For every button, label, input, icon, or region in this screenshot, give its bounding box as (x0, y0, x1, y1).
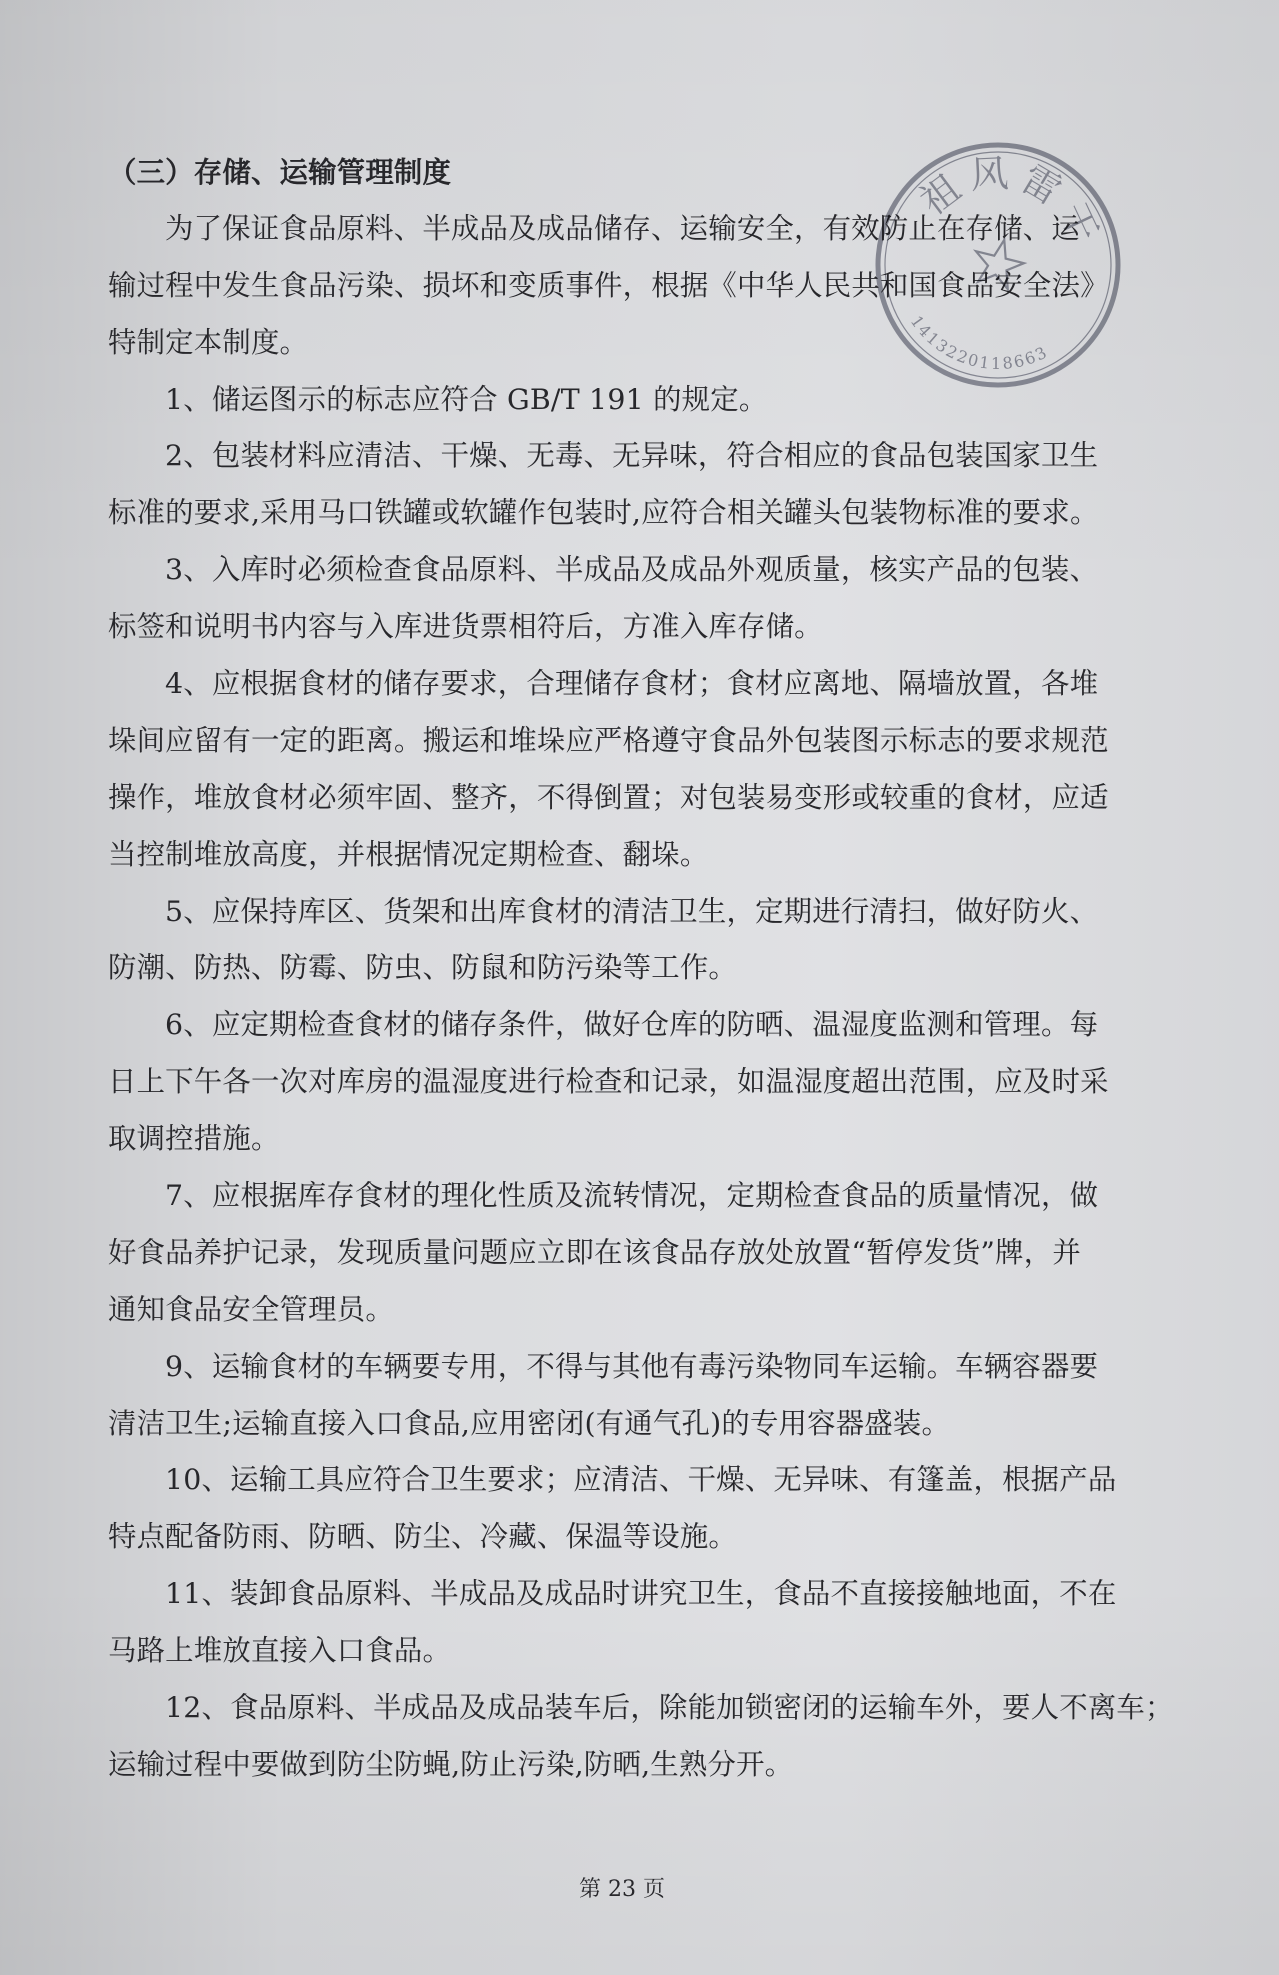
seal-number-path: 1413220118663 (906, 311, 1052, 374)
paragraph-line: 运输过程中要做到防尘防蝇,防止污染,防晒,生熟分开。 (108, 1747, 794, 1781)
paragraph-line: 12、食品原料、半成品及成品装车后，除能加锁密闭的运输车外，要人不离车； (165, 1691, 1174, 1725)
paragraph-line: 防潮、防热、防霉、防虫、防鼠和防污染等工作。 (108, 951, 737, 985)
paragraph-line: 好食品养护记录，发现质量问题应立即在该食品存放处放置“暂停发货”牌，并 (108, 1235, 1081, 1269)
paragraph-line: 标准的要求,采用马口铁罐或软罐作包装时,应符合相关罐头包装物标准的要求。 (108, 496, 1099, 530)
paragraph-line: 标签和说明书内容与入库进货票相符后，方准入库存储。 (108, 610, 823, 644)
clause-9 (108, 1339, 1188, 1453)
official-seal-stamp (868, 135, 1128, 395)
clause-7 (108, 1168, 1188, 1339)
section-heading: （三）存储、运输管理制度 (108, 155, 452, 189)
paragraph-line: 9、运输食材的车辆要专用，不得与其他有毒污染物同车运输。车辆容器要 (165, 1349, 1099, 1383)
seal-arc-text-path: 祖风雷干 (911, 150, 1111, 257)
clause-11 (108, 1566, 1188, 1680)
paragraph-line: 2、包装材料应清洁、干燥、无毒、无异味，符合相应的食品包装国家卫生 (165, 439, 1099, 473)
paragraph-line: 输过程中发生食品污染、损坏和变质事件，根据《中华人民共和国食品安全法》 (108, 268, 1109, 302)
paragraph-line: 3、入库时必须检查食品原料、半成品及成品外观质量，核实产品的包装、 (165, 553, 1099, 587)
paragraph-line: 操作，堆放食材必须牢固、整齐，不得倒置；对包装易变形或较重的食材，应适 (108, 780, 1109, 814)
paragraph-line: 1、储运图示的标志应符合 GB/T 191 的规定。 (165, 382, 768, 416)
paragraph-line: 垛间应留有一定的距离。搬运和堆垛应严格遵守食品外包装图示标志的要求规范 (108, 723, 1109, 757)
paragraph-line: 特制定本制度。 (108, 325, 309, 359)
clause-2 (108, 428, 1188, 542)
star-icon (969, 234, 1028, 292)
paragraph-line: 为了保证食品原料、半成品及成品储存、运输安全，有效防止在存储、运 (165, 211, 1080, 245)
paragraph-line: 5、应保持库区、货架和出库食材的清洁卫生，定期进行清扫，做好防火、 (165, 894, 1099, 928)
clause-3 (108, 542, 1188, 656)
paragraph-line: 4、应根据食材的储存要求，合理储存食材；食材应离地、隔墙放置，各堆 (165, 667, 1099, 701)
seal-arc-text (905, 135, 1125, 265)
paragraph-line: 当控制堆放高度，并根据情况定期检查、翻垛。 (108, 837, 709, 871)
clause-6 (108, 997, 1188, 1168)
clause-12 (108, 1680, 1188, 1794)
paragraph-line: 10、运输工具应符合卫生要求；应清洁、干燥、无异味、有篷盖，根据产品 (165, 1463, 1117, 1497)
clause-10 (108, 1452, 1188, 1566)
paragraph-line: 特点配备防雨、防晒、防尘、冷藏、保温等设施。 (108, 1520, 737, 1554)
paragraph-line: 马路上堆放直接入口食品。 (108, 1634, 452, 1668)
paragraph-line: 6、应定期检查食材的储存条件，做好仓库的防晒、温湿度监测和管理。每 (165, 1008, 1099, 1042)
paragraph-line: 日上下午各一次对库房的温湿度进行检查和记录，如温湿度超出范围，应及时采 (108, 1065, 1109, 1099)
paragraph-line: 取调控措施。 (108, 1122, 280, 1156)
paragraph-line: 7、应根据库存食材的理化性质及流转情况，定期检查食品的质量情况，做 (165, 1179, 1099, 1213)
paragraph-line: 11、装卸食品原料、半成品及成品时讲究卫生，食品不直接接触地面，不在 (165, 1577, 1117, 1611)
clause-5 (108, 884, 1188, 998)
clause-4 (108, 656, 1188, 884)
page-number: 第 23 页 (579, 1877, 665, 1902)
paragraph-line: 通知食品安全管理员。 (108, 1292, 394, 1326)
paragraph-line: 清洁卫生;运输直接入口食品,应用密闭(有通气孔)的专用容器盛装。 (108, 1406, 951, 1440)
